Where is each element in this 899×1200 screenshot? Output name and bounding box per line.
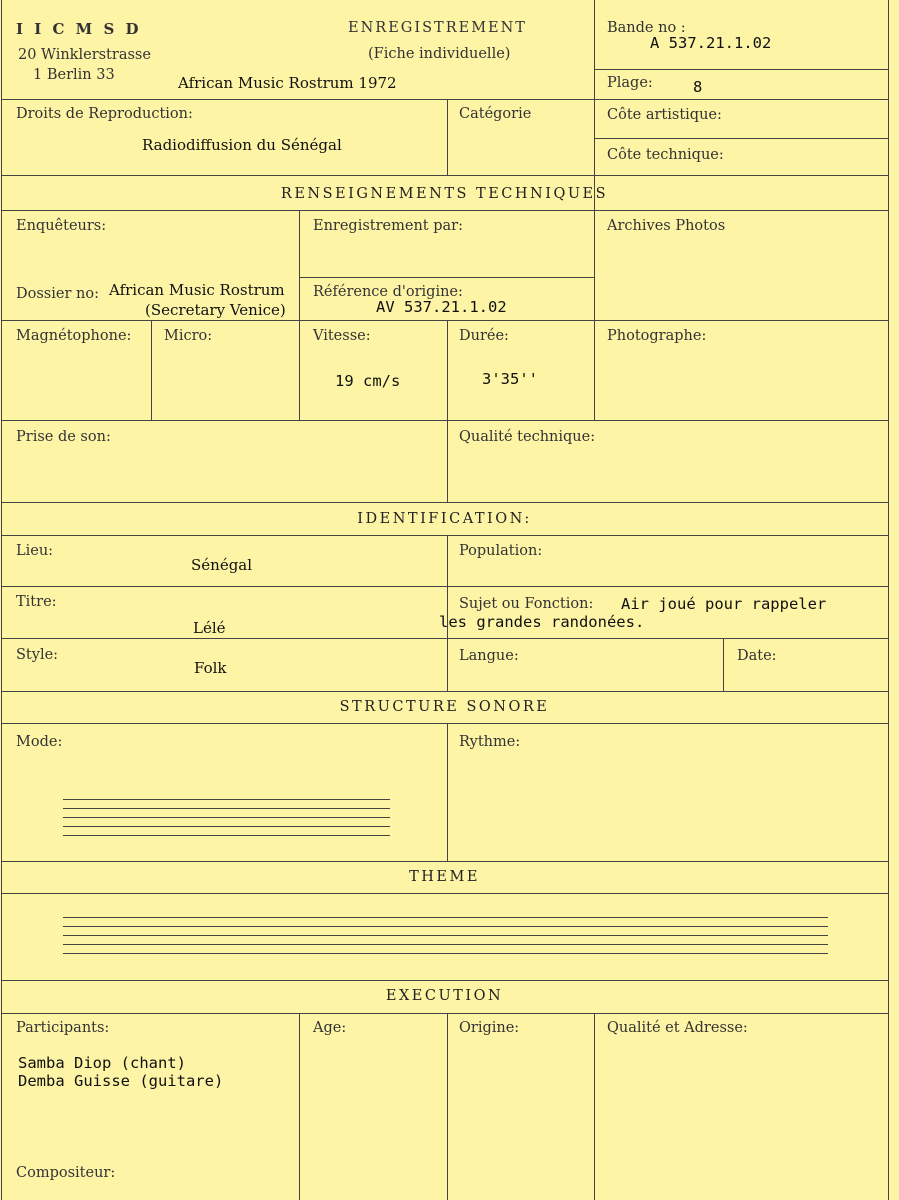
divider	[1, 861, 888, 862]
plage-label: Plage:	[607, 75, 653, 91]
sujet-label: Sujet ou Fonction:	[459, 596, 594, 612]
lieu-value: Sénégal	[191, 556, 253, 574]
population-label: Population:	[459, 543, 543, 559]
qualite-adresse-label: Qualité et Adresse:	[607, 1020, 748, 1036]
photographe-label: Photographe:	[607, 328, 707, 344]
divider	[1, 175, 888, 176]
cote-technique-label: Côte technique:	[607, 147, 724, 163]
section-execution: EXECUTION	[385, 988, 504, 1004]
divider	[1, 420, 888, 421]
style-value: Folk	[194, 659, 227, 677]
section-identification: IDENTIFICATION:	[357, 511, 532, 527]
titre-label: Titre:	[16, 594, 57, 610]
org-logo: I I C M S D	[16, 20, 142, 38]
section-technique: RENSEIGNEMENTS TECHNIQUES	[280, 186, 609, 202]
dossier-label: Dossier no:	[16, 286, 99, 302]
titre-value: Lélé	[193, 619, 226, 637]
form-subtitle: (Fiche individuelle)	[368, 46, 511, 62]
divider	[447, 99, 448, 175]
droits-label: Droits de Reproduction:	[16, 106, 193, 122]
archives-label: Archives Photos	[607, 218, 726, 234]
compositeur-label: Compositeur:	[16, 1165, 116, 1181]
participants-label: Participants:	[16, 1020, 110, 1036]
droits-value: Radiodiffusion du Sénégal	[142, 136, 342, 154]
age-label: Age:	[313, 1020, 347, 1036]
frame-right	[888, 0, 889, 1200]
divider	[447, 320, 448, 420]
sujet-value: Air joué pour rappeler	[621, 595, 827, 613]
vitesse-label: Vitesse:	[313, 328, 371, 344]
cote-artistique-label: Côte artistique:	[607, 107, 722, 123]
form-title: ENREGISTREMENT	[348, 20, 527, 36]
magnetophone-label: Magnétophone:	[16, 328, 132, 344]
enqueteurs-label: Enquêteurs:	[16, 218, 107, 234]
duree-label: Durée:	[459, 328, 509, 344]
participant-2: Demba Guisse (guitare)	[18, 1072, 224, 1090]
mode-label: Mode:	[16, 734, 63, 750]
qualite-technique-label: Qualité technique:	[459, 429, 596, 445]
divider	[594, 320, 595, 420]
section-structure: STRUCTURE SONORE	[339, 699, 550, 715]
divider	[1, 980, 888, 981]
reference-label: Référence d'origine:	[313, 284, 463, 300]
divider	[1, 586, 888, 587]
divider	[723, 638, 724, 691]
divider	[1, 723, 888, 724]
dossier-value: African Music Rostrum	[109, 281, 285, 299]
origine-label: Origine:	[459, 1020, 520, 1036]
dossier-value-secondary: (Secretary Venice)	[145, 301, 286, 319]
bande-value: A 537.21.1.02	[650, 34, 772, 52]
style-label: Style:	[16, 647, 59, 663]
divider	[594, 138, 888, 139]
reference-value: AV 537.21.1.02	[376, 298, 507, 316]
divider	[1, 502, 888, 503]
divider	[447, 420, 448, 502]
address-street: 20 Winklerstrasse	[18, 47, 151, 63]
categorie-label: Catégorie	[459, 106, 532, 122]
divider	[1, 638, 888, 639]
frame-left	[1, 0, 2, 1200]
vitesse-value: 19 cm/s	[335, 372, 401, 390]
lieu-label: Lieu:	[16, 543, 54, 559]
divider	[447, 1013, 448, 1200]
address-city: 1 Berlin 33	[33, 67, 115, 83]
divider	[1, 535, 888, 536]
divider	[1, 320, 888, 321]
rythme-label: Rythme:	[459, 734, 521, 750]
divider	[447, 723, 448, 861]
section-theme: THEME	[409, 869, 480, 885]
divider	[299, 210, 300, 420]
collection-name: African Music Rostrum 1972	[178, 74, 397, 92]
divider	[299, 277, 594, 278]
participant-1: Samba Diop (chant)	[18, 1054, 186, 1072]
langue-label: Langue:	[459, 648, 519, 664]
divider	[1, 1013, 888, 1014]
sujet-value-line2: les grandes randonées.	[439, 613, 645, 631]
date-label: Date:	[737, 648, 777, 664]
prise-label: Prise de son:	[16, 429, 111, 445]
micro-label: Micro:	[164, 328, 213, 344]
duree-value: 3'35''	[482, 370, 538, 388]
divider	[594, 69, 888, 70]
divider	[594, 0, 595, 320]
plage-value: 8	[693, 78, 703, 96]
divider	[1, 99, 888, 100]
enregistrement-label: Enregistrement par:	[313, 218, 463, 234]
divider	[594, 1013, 595, 1200]
divider	[1, 210, 888, 211]
divider	[1, 893, 888, 894]
divider	[151, 320, 152, 420]
divider	[299, 1013, 300, 1200]
divider	[1, 691, 888, 692]
bande-label: Bande no :	[607, 20, 686, 36]
